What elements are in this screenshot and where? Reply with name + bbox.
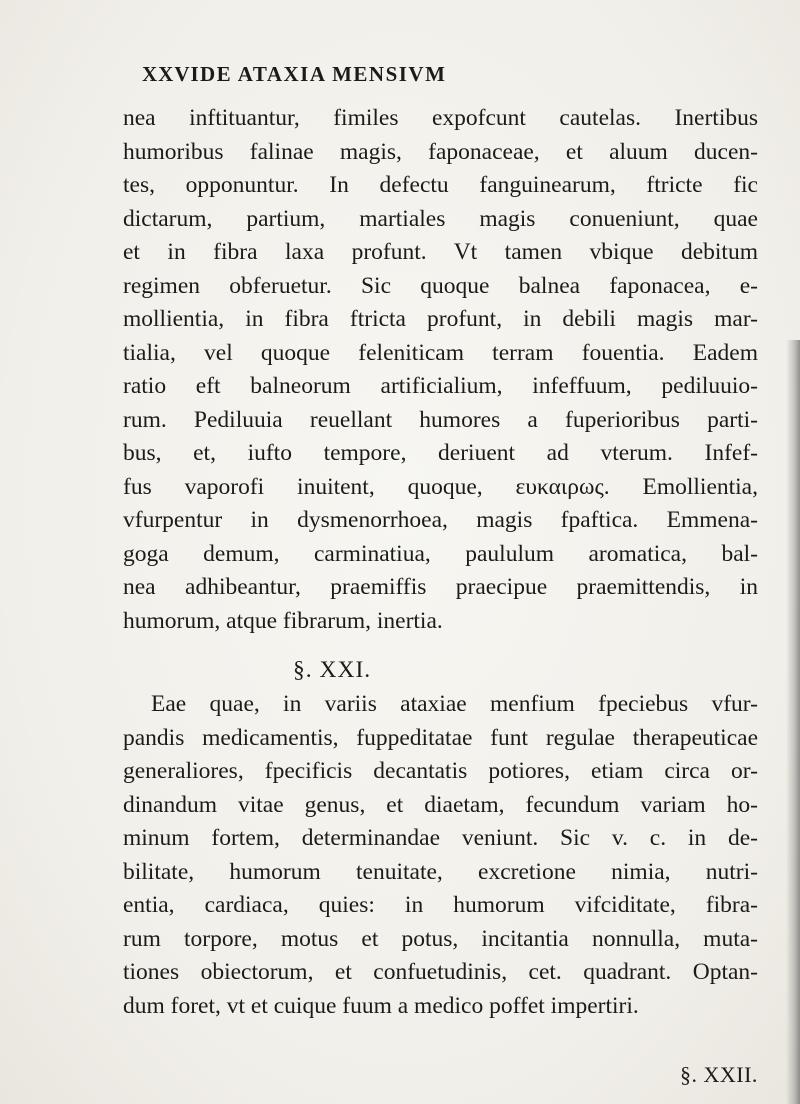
text-line: dictarum, partium, martiales magis conueniunt, quae (123, 205, 758, 232)
section-line: dinandum vitae genus, et diaetam, fecundum variam ho- (123, 791, 758, 818)
text-line: regimen obferuetur. Sic quoque balnea faponacea, e- (123, 272, 758, 299)
text-line: ratio eft balneorum artificialium, infeffuum, pediluuio- (123, 373, 758, 399)
catchword: §. XXII. (680, 1062, 758, 1087)
section-line: tiones obiectorum, et confuetudinis, cet. quadrant. Optan- (123, 959, 758, 985)
text-line: fus vaporofi inuitent, quoque, ευκαιρως. Emollientia, (123, 473, 758, 500)
text-line: tes, opponuntur. In defectu fanguinearum, ftricte fic (123, 172, 758, 198)
text-line: et in fibra laxa profunt. Vt tamen vbique debitum (123, 239, 758, 265)
text-line: humoribus falinae magis, faponaceae, et aluum ducen- (123, 138, 758, 165)
page-number: XXVI (142, 62, 200, 86)
section-line: rum torpore, motus et potus, incitantia nonnulla, muta- (123, 925, 758, 952)
section-line: dum foret, vt et cuique fuum a medico poffet impertiri. (123, 992, 639, 1019)
section-line: generaliores, fpecificis decantatis potiores, etiam circa or- (123, 758, 758, 784)
page-edge-shadow (786, 340, 800, 1104)
text-body (123, 102, 758, 1023)
text-line: mollientia, in fibra ftricta profunt, in debili magis mar- (123, 306, 758, 332)
text-line: bus, et, iufto tempore, deriuent ad vterum. Infef- (123, 440, 758, 466)
section-line: entia, cardiaca, quies: in humorum vifciditate, fibra- (123, 892, 758, 918)
section-heading: §. XXI. (293, 657, 372, 683)
text-line: goga demum, carminatiua, paululum aromatica, bal- (123, 540, 758, 567)
section-line: minum fortem, determinandae veniunt. Sic v. c. in de- (123, 825, 758, 851)
text-line: nea adhibeantur, praemiffis praecipue praemittendis, in (123, 574, 758, 600)
section-line: pandis medicamentis, fuppeditatae funt regulae therapeuticae (123, 724, 758, 751)
running-head: DE ATAXIA MENSIVM (200, 62, 447, 86)
text-line: rum. Pediluuia reuellant humores a fuperioribus parti- (123, 406, 758, 433)
page-header (142, 62, 742, 96)
section-line: Eae quae, in variis ataxiae menfium fpeciebus vfur- (151, 691, 758, 717)
text-line: humorum, atque fibrarum, inertia. (123, 607, 443, 634)
text-line: nea inftituantur, fimiles expofcunt cautelas. Inertibus (123, 105, 758, 131)
text-line: vfurpentur in dysmenorrhoea, magis fpaftica. Emmena- (123, 507, 758, 533)
section-line: bilitate, humorum tenuitate, excretione nimia, nutri- (123, 858, 758, 885)
text-line: tialia, vel quoque feleniticam terram fouentia. Eadem (123, 339, 758, 366)
